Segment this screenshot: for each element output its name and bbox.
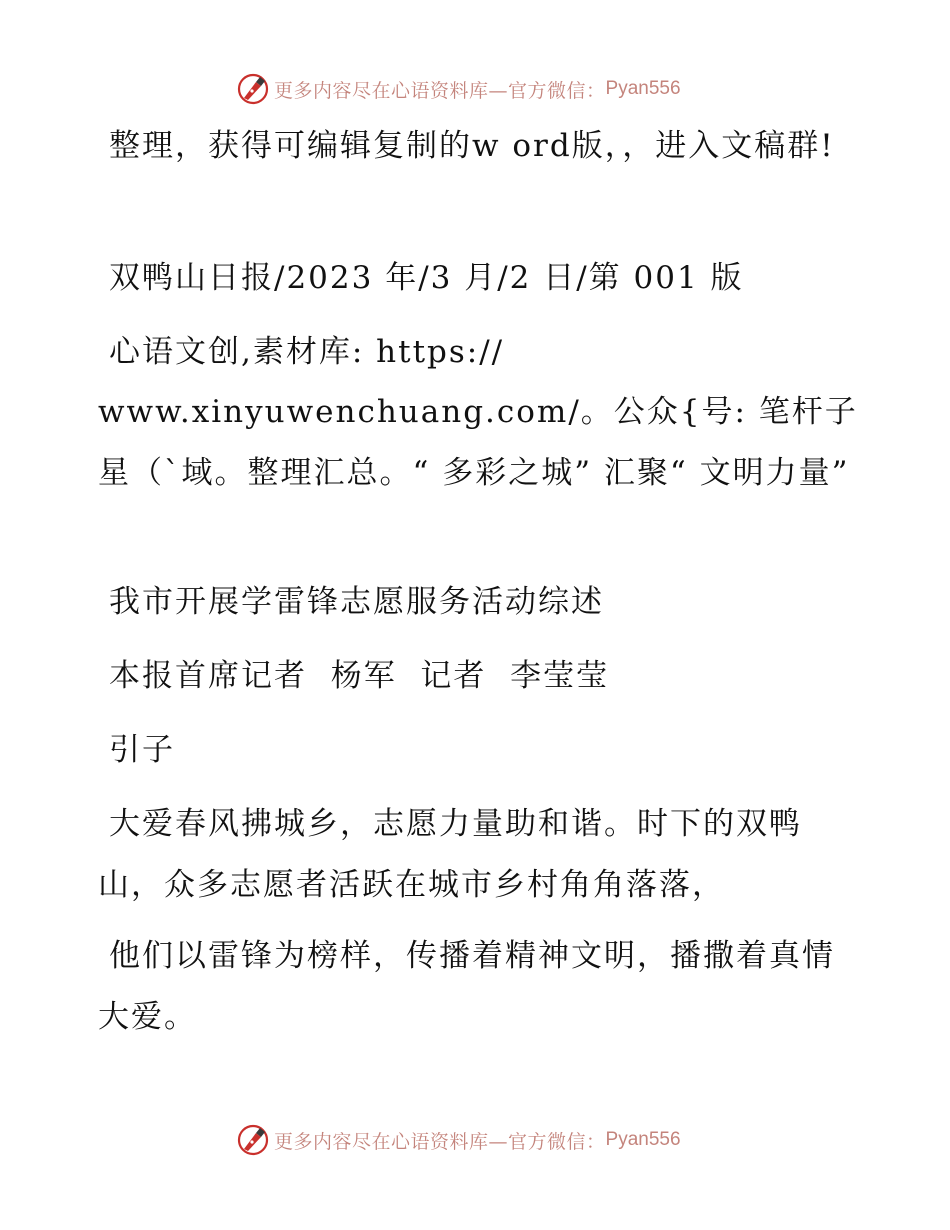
paragraph-intro: 整理，获得可编辑复制的w ord版，，进入文稿群! — [109, 128, 835, 164]
paragraph-body-2: 他们以雷锋为榜样，传播着精神文明，播撒着真情大爱。 — [98, 938, 835, 1035]
article-title: 我市开展学雷锋志愿服务活动综述 — [109, 584, 604, 620]
header-watermark — [236, 72, 681, 106]
pen-nib-logo-icon — [236, 72, 270, 106]
pen-nib-logo-icon — [236, 1123, 270, 1157]
article-byline: 本报首席记者 杨军 记者 李莹莹 — [109, 658, 610, 694]
paragraph-library: 心语文创,素材库: https:// — [109, 334, 505, 370]
paragraph-body-1: 大爱春风拂城乡，志愿力量助和谐。时下的双鸭山，众多志愿者活跃在城市乡村角角落落， — [98, 806, 802, 903]
footer-watermark — [236, 1123, 681, 1157]
section-heading: 引子 — [109, 732, 175, 768]
watermark-id: Pyan556 — [605, 78, 681, 99]
paragraph-source: 双鸭山日报/2023 年/3 月/2 日/第 001 版 — [109, 260, 744, 296]
watermark-id: Pyan556 — [605, 1129, 681, 1150]
watermark-text: 更多内容尽在心语资料库—官方微信： — [274, 1130, 606, 1153]
watermark-text: 更多内容尽在心语资料库—官方微信： — [274, 79, 606, 102]
paragraph-website: www.xinyuwenchuang.com/。公众{号: 笔杆子星（`域。整理汇总。“ 多彩之城” 汇聚“ 文明力量” — [98, 394, 858, 491]
